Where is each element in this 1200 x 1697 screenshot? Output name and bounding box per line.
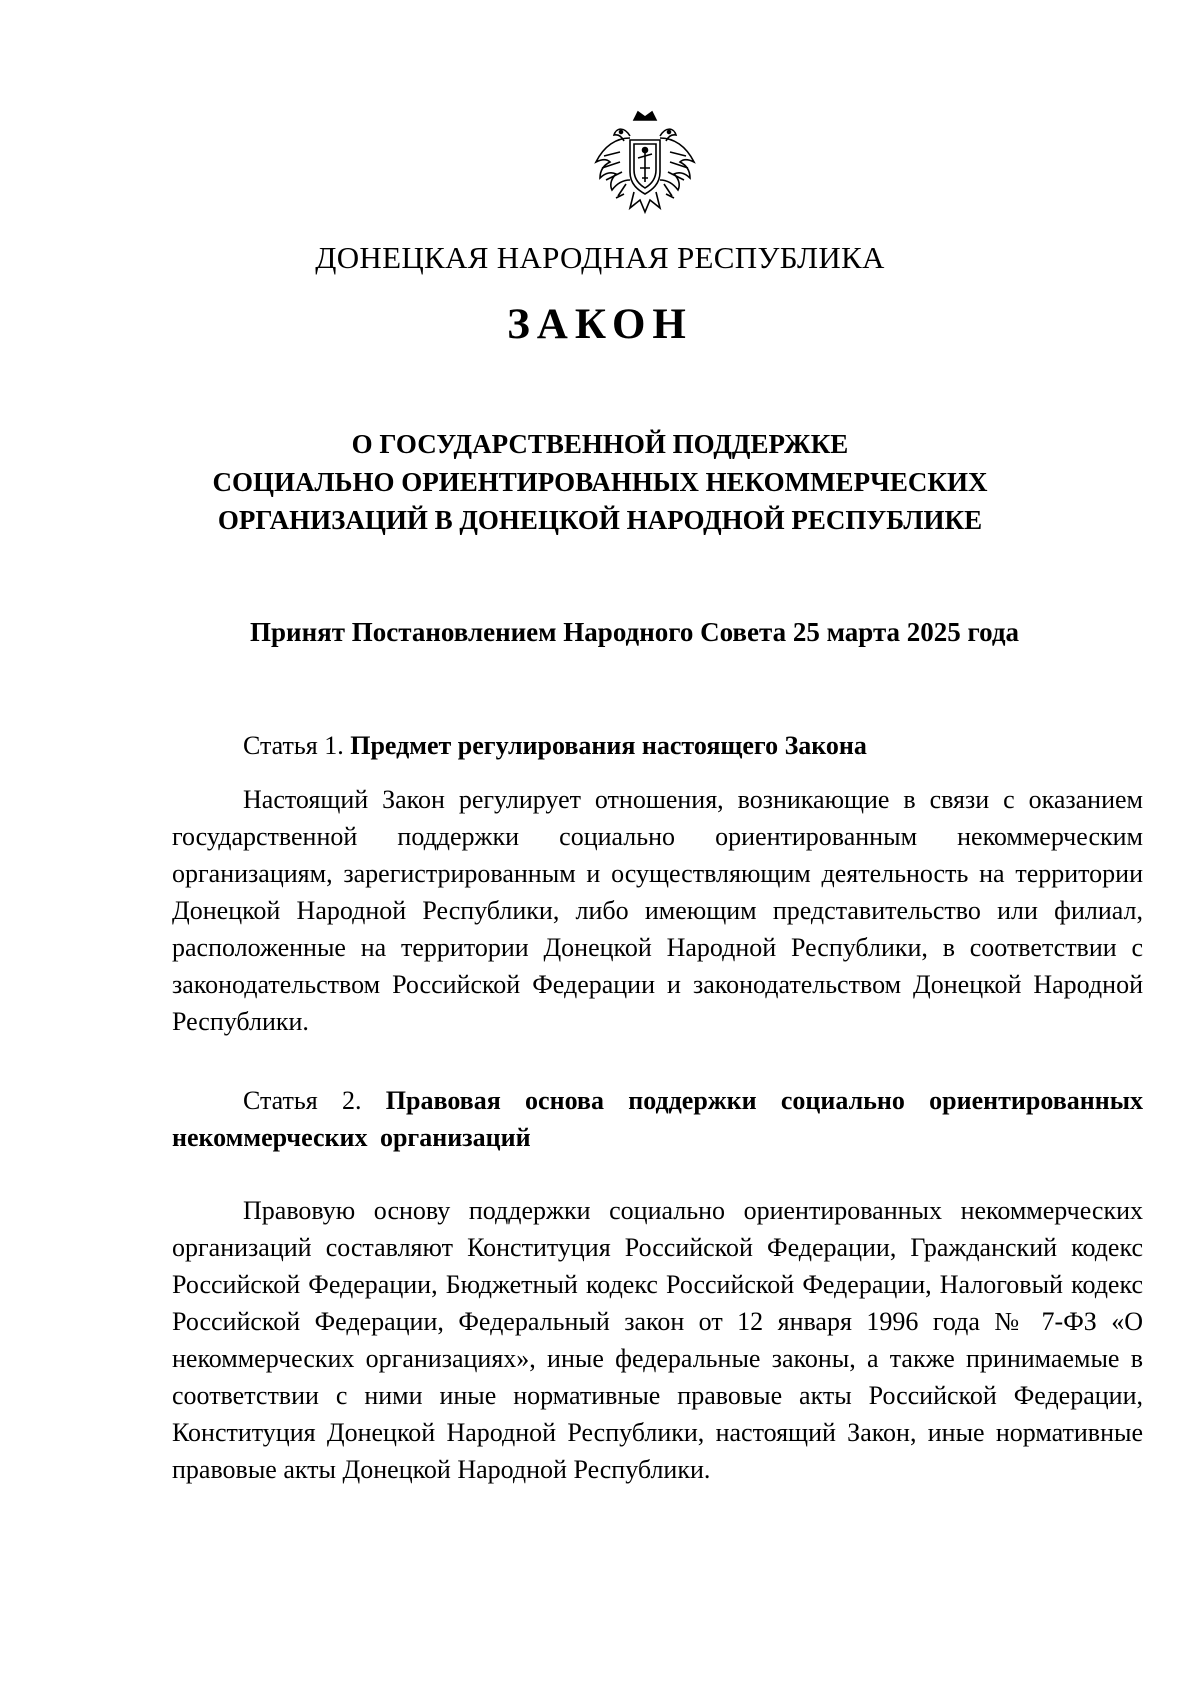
article-title: Предмет регулирования настоящего Закона (350, 731, 867, 760)
law-title-line: ОРГАНИЗАЦИЙ В ДОНЕЦКОЙ НАРОДНОЙ РЕСПУБЛИКЕ (217, 505, 983, 535)
double-headed-eagle-coat-of-arms-icon (590, 108, 700, 218)
article-heading (172, 727, 1143, 764)
article-body: Настоящий Закон регулирует отношения, возникающие в связи с оказанием государственной поддержки социально ориентированным некоммерческим организациям, зарегистрированным и осуществляющим деятельность на территории Донецкой Народной Республики, либо имеющим представительство или филиал, расположенные на территории Донецкой Народной Республики, в соответствии с законодательством Российской Федерации и законодательством Донецкой Народной Республики. (172, 785, 1143, 1036)
document-type: ЗАКОН (507, 301, 693, 348)
article-body: Правовую основу поддержки социально ориентированных некоммерческих организаций составляют Конституция Российской Федерации, Гражданский кодекс Российской Федерации, Бюджетный кодекс Российской Федерации, Налоговый кодекс Российской Федерации, Федеральный закон от 12 января 1996 года № 7-ФЗ «О некоммерческих организациях», иные федеральные законы, а также принимаемые в соответствии с ними иные нормативные правовые акты Российской Федерации, Конституция Донецкой Народной Республики, настоящий Закон, иные нормативные правовые акты Донецкой Народной Республики. (172, 1196, 1143, 1484)
article-label: Статья 1. (243, 731, 344, 760)
law-title-line: О ГОСУДАРСТВЕННОЙ ПОДДЕРЖКЕ (351, 429, 849, 459)
state-name: ДОНЕЦКАЯ НАРОДНАЯ РЕСПУБЛИКА (315, 240, 885, 275)
article-title: Правовая основа поддержки социально ориентированных некоммерческих организаций (172, 1086, 1143, 1152)
law-title (0, 425, 1200, 539)
law-title-line: СОЦИАЛЬНО ОРИЕНТИРОВАННЫХ НЕКОММЕРЧЕСКИХ (212, 467, 988, 497)
article-label: Статья 2. (243, 1086, 362, 1115)
adoption-note: Принят Постановлением Народного Совета 25 марта 2025 года (250, 617, 1020, 647)
article-heading (172, 1082, 1143, 1156)
